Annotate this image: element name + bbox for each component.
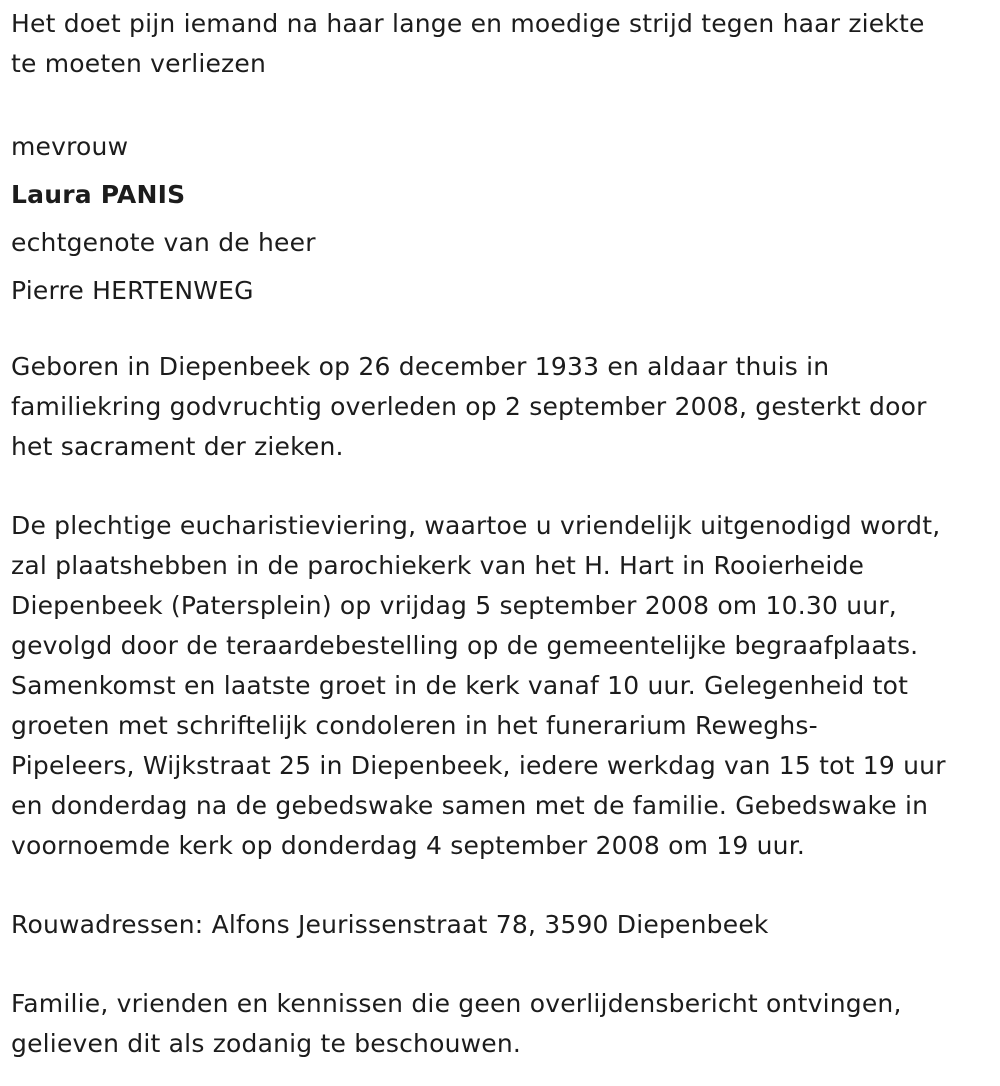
closing-line: Familie, vrienden en kennissen die geen overlijdensbericht ontvingen, <box>11 989 902 1018</box>
deceased-relation: echtgenote van de heer <box>11 228 316 257</box>
ceremony-line: zal plaatshebben in de parochiekerk van het H. Hart in Rooierheide <box>11 551 865 580</box>
ceremony-line: De plechtige eucharistieviering, waartoe u vriendelijk uitgenodigd wordt, <box>11 511 941 540</box>
birth-death-paragraph <box>11 347 991 467</box>
deceased-name: Laura PANIS <box>11 180 186 209</box>
ceremony-line: Pipeleers, Wijkstraat 25 in Diepenbeek, iedere werkdag van 15 tot 19 uur <box>11 751 946 780</box>
birth-death-line: het sacrament der zieken. <box>11 432 344 461</box>
intro-line: Het doet pijn iemand na haar lange en moedige strijd tegen haar ziekte <box>11 9 925 38</box>
deceased-block <box>11 123 991 315</box>
spouse-name: Pierre HERTENWEG <box>11 276 254 305</box>
deceased-title: mevrouw <box>11 132 129 161</box>
address-paragraph <box>11 905 991 945</box>
obituary-notice <box>11 4 991 1064</box>
intro-paragraph <box>11 4 991 84</box>
ceremony-line: Diepenbeek (Patersplein) op vrijdag 5 september 2008 om 10.30 uur, <box>11 591 897 620</box>
ceremony-line: voornoemde kerk op donderdag 4 september 2008 om 19 uur. <box>11 831 806 860</box>
birth-death-line: familiekring godvruchtig overleden op 2 september 2008, gesterkt door <box>11 392 927 421</box>
ceremony-line: Samenkomst en laatste groet in de kerk vanaf 10 uur. Gelegenheid tot <box>11 671 909 700</box>
birth-death-line: Geboren in Diepenbeek op 26 december 1933 en aldaar thuis in <box>11 352 830 381</box>
ceremony-line: gevolgd door de teraardebestelling op de gemeentelijke begraafplaats. <box>11 631 919 660</box>
ceremony-paragraph <box>11 506 991 866</box>
ceremony-line: groeten met schriftelijk condoleren in het funerarium Reweghs- <box>11 711 818 740</box>
intro-line: te moeten verliezen <box>11 49 267 78</box>
mourning-address: Rouwadressen: Alfons Jeurissenstraat 78, 3590 Diepenbeek <box>11 910 769 939</box>
ceremony-line: en donderdag na de gebedswake samen met de familie. Gebedswake in <box>11 791 929 820</box>
closing-line: gelieven dit als zodanig te beschouwen. <box>11 1029 522 1058</box>
closing-paragraph <box>11 984 991 1064</box>
